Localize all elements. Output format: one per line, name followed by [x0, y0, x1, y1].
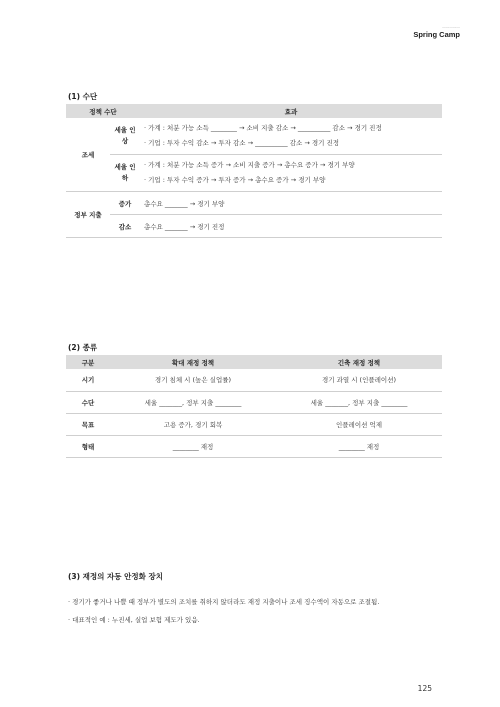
logo — [413, 26, 460, 39]
section2-title: (2) 종류 — [68, 343, 98, 352]
logo-brand: Spring Camp — [413, 30, 460, 39]
s2-row-label: 형태 — [66, 435, 110, 457]
s2-cell-expansionary: 세율 _______, 정부 지출 ________ — [110, 391, 276, 413]
section1-title: (1) 수단 — [68, 92, 98, 101]
s1-effect-line: · 가계 : 처분 가능 소득 ________ → 소비 지출 감소 → __________ 감소 → 경기 진정 — [144, 124, 382, 132]
s1-sub-tax-down: 세율 인하 — [110, 155, 140, 192]
s2-cell-expansionary: ________ 재정 — [110, 435, 276, 457]
s1-group-tax: 조세 — [66, 118, 110, 192]
section2-table — [66, 355, 442, 458]
s1-sub-spend-up: 증가 — [110, 192, 140, 215]
s1-effect-line: 총수요 _______ → 경기 부양 — [140, 192, 442, 215]
section3-title: (3) 재정의 자동 안정화 장치 — [68, 572, 163, 581]
s2-cell-contractionary: 인플레이션 억제 — [276, 413, 442, 435]
s1-sub-tax-up: 세율 인상 — [110, 118, 140, 155]
s2-header-expansionary: 확대 재정 정책 — [110, 355, 276, 369]
s2-cell-contractionary: ________ 재정 — [276, 435, 442, 457]
s2-header-contractionary: 긴축 재정 정책 — [276, 355, 442, 369]
page-number: 125 — [417, 684, 432, 693]
s1-effect-line: 총수요 _______ → 경기 진정 — [140, 215, 442, 238]
s1-effect-line: · 가계 : 처분 가능 소득 증가 → 소비 지출 증가 → 총수요 증가 → 경기 부양 — [144, 161, 355, 169]
s2-row-label: 수단 — [66, 391, 110, 413]
s2-row-label: 시기 — [66, 369, 110, 391]
s1-effect-line: · 기업 : 투자 수익 증가 → 투자 증가 → 총수요 증가 → 경기 부양 — [144, 176, 326, 184]
logo-tagline: ㅡㅡㅡㅡㅡ — [442, 26, 460, 30]
s2-header-category: 구분 — [66, 355, 110, 369]
s1-group-spending: 정부 지출 — [66, 192, 110, 238]
s1-header-means: 정책 수단 — [66, 104, 140, 118]
s2-cell-expansionary: 고용 증가, 경기 회복 — [110, 413, 276, 435]
s2-row-label: 목표 — [66, 413, 110, 435]
s2-cell-expansionary: 경기 침체 시 (높은 실업률) — [110, 369, 276, 391]
s1-header-effect: 효과 — [140, 104, 442, 118]
s1-effect-line: · 기업 : 투자 수익 감소 → 투자 감소 → __________ 감소 → 경기 진정 — [144, 139, 340, 147]
s1-sub-spend-down: 감소 — [110, 215, 140, 238]
section1-table — [66, 104, 442, 238]
s2-cell-contractionary: 경기 과열 시 (인플레이션) — [276, 369, 442, 391]
section3-line: · 경기가 좋거나 나쁠 때 정부가 별도의 조치를 취하지 않더라도 재정 지출이나 조세 징수액이 자동으로 조절됨. — [68, 598, 380, 606]
s2-cell-contractionary: 세율 _______, 정부 지출 ________ — [276, 391, 442, 413]
section3-line: · 대표적인 예 : 누진세, 실업 보험 제도가 있음. — [68, 616, 200, 624]
